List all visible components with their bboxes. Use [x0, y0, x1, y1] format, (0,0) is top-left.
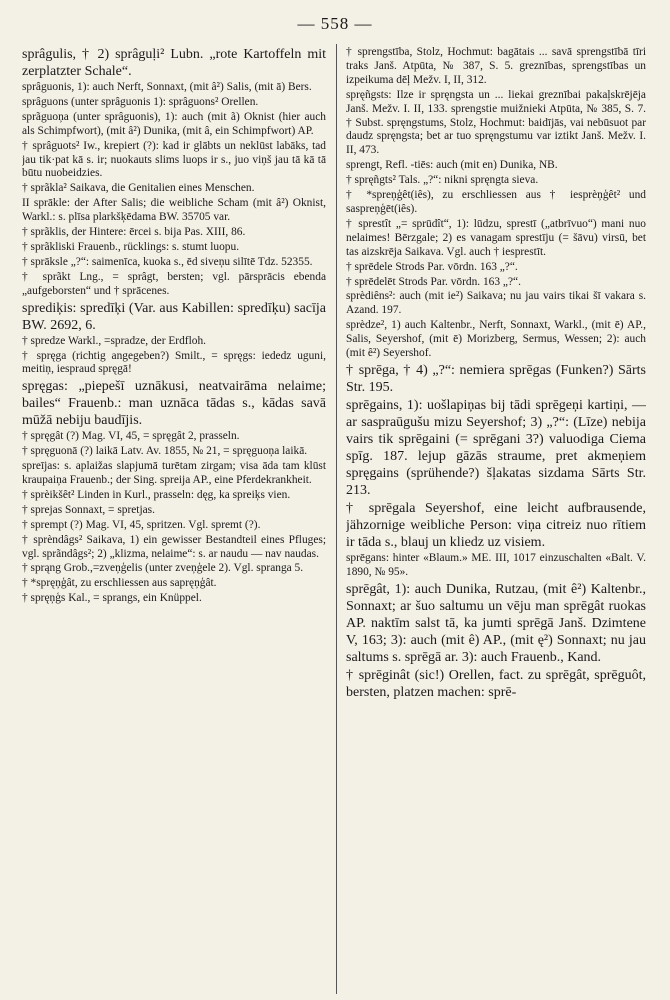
dictionary-entry: † sprēga, † 4) „?“: nemiera sprēgas (Funken?) Sārts Str. 195.	[346, 362, 646, 395]
dictionary-entry: † sprengstība, Stolz, Hochmut: bagātais ... savā sprengstībā tīri traks Janš. Atpūta, № 387, S. 5. greznības, sprengstības un izpeikuma dēļ Mežv. I, II, 312.	[346, 46, 646, 86]
dictionary-entry: † sprāksle „?“: saimenīca, kuoka s., ēd siveņu silītē Tdz. 52355.	[22, 255, 313, 268]
dictionary-entry: † sprēdelēt Strods Par. vōrdn. 163 „?“.	[346, 275, 521, 288]
dictionary-entry: † spręņģs Kal., = sprangs, ein Knüppel.	[22, 592, 202, 605]
dictionary-entry: † sprâguots² Iw., krepiert (?): kad ir glābts un neklūst labāks, tad jau tik·pat kā s. ir; nuokauts slims luops ir s., juo viņš jau tā kā tā būtu nuobeidzies.	[22, 139, 326, 180]
dictionary-entry: † spredze Warkl., =spradze, der Erdfloh.	[22, 334, 206, 347]
dictionary-entry: spreījas: s. aplaižas slapjumā turētam zirgam; visa āda tam klūst kraupaiņa Frauenb.; der Sing. spreija AP., eine Pferdekrankheit.	[22, 460, 326, 487]
dictionary-entry: sprengt, Refl. -tiēs: auch (mit en) Dunika, NB.	[346, 159, 558, 172]
dictionary-entry: † sprēgala Seyershof, eine leicht aufbrausende, jähzornige weibliche Person: viņa citreiz nuo rītiem ir tāda s., blauj un kliedz uz visiem.	[346, 500, 646, 550]
dictionary-entry: † sprejas Sonnaxt, = spretjas.	[22, 503, 155, 516]
dictionary-entry: † sprēdele Strods Par. vōrdn. 163 „?“.	[346, 260, 518, 273]
dictionary-entry: † sprãkt Lng., = sprâgt, bersten; vgl. pārsprācis ebenda „aufgeborsten“ und † sprācenes.	[22, 270, 326, 297]
left-column	[22, 46, 326, 994]
dictionary-entry: † spręñgts² Tals. „?“: nikni spręngta sieva.	[346, 174, 539, 187]
dictionary-entry: † sprèikšêt² Linden in Kurl., prasseln: dęg, ka spreiķs vien.	[22, 488, 291, 501]
dictionary-entry: † sprãkliski Frauenb., rücklings: s. stumt luopu.	[22, 240, 240, 253]
dictionary-entry: sprèdiêns²: auch (mit ie²) Saikava; nu jau vairs tikai šī vakara s. Azand. 197.	[346, 290, 646, 317]
dictionary-entry: † sprãklis, der Hintere: ērcei s. bija Pas. XIII, 86.	[22, 226, 246, 239]
dictionary-entry: † sprestît „= sprūdît“, 1): lūdzu, sprestī („atbrīvuo“) mani nuo nelaimes! Bērzgale; 2) es vanagam sprestīju (= šāvu) virsū, bet tas aizskrēja Saikava. Vgl. auch † iesprestīt.	[346, 217, 646, 258]
dictionary-entry: sprediķis: spredīķi (Var. aus Kabillen: spredīķu) sacīja BW. 2692, 6.	[22, 300, 326, 333]
dictionary-entry: † sprèndâgs² Saikava, 1) ein gewisser Bestandteil eines Pfluges; vgl. sprãndâgs²; 2) „klizma, nelaime“: s. ar naudu — nav naudas.	[22, 533, 326, 560]
dictionary-entry: spręñgsts: Ilze ir spręngsta un ... liekai greznībai pakaļskrējēja Janš. Mežv. I. II, 133. sprengstie muižnieki Atpūta, № 385, S. 7. † Subst. spręngstums, Stolz, Hochmut: baidījās, vai nebūsuot par daudz spręngsta; bet ar tuo spręngstumu var iztikt Janš. Mežv. I. II, 473.	[346, 88, 646, 157]
dictionary-entry: † spręguonā (?) laikā Latv. Av. 1855, № 21, = spręguoņa laikā.	[22, 445, 308, 458]
dictionary-entry: II sprākle: der After Salis; die weibliche Scham (mit â²) Oknist, Warkl.: s. plīsa plarkšķēdama BW. 35705 var.	[22, 197, 326, 224]
dictionary-entry: † *spreņģêt(iês), zu erschliessen aus † iesprèņģêt² und saspreņģēt(iês).	[346, 189, 646, 215]
dictionary-entry: sprâguons (unter sprâguonis 1): sprâguons² Orellen.	[22, 95, 259, 108]
right-column	[346, 46, 646, 994]
dictionary-entry: sprēgât, 1): auch Dunika, Rutzau, (mit ê²) Kaltenbr., Sonnaxt; ar šuo saltumu un vēju man sprēgât ruokas AP. naktīm salst tā, ka jumti sprēgā Janš. Dzimtene V, 163; 3): auch (mit ê) AP., (mit ę²) Sonnaxt; nu jau saltums s. sprēgā ar. 3): auch Frauenb., Kand.	[346, 581, 646, 665]
dictionary-entry: † sprempt (?) Mag. VI, 45, spritzen. Vgl. spremt (?).	[22, 518, 261, 531]
dictionary-entry: † spręga (richtig angegeben?) Smilt., = spręgs: iededz uguni, meitiņ, iespraud spręgā!	[22, 349, 326, 376]
dictionary-entry: † sprãkla² Saikava, die Genitalien eines Menschen.	[22, 182, 255, 195]
dictionary-entry: † sprąng Grob.,=zveņģelis (unter zveņģele 2). Vgl. spranga 5.	[22, 562, 304, 575]
dictionary-entry: † spręgât (?) Mag. VI, 45, = spręgât 2, prasseln.	[22, 430, 240, 443]
dictionary-entry: sprâgulis, † 2) sprâguḷi² Lubn. „rote Kartoffeln mit zerplatzter Schale“.	[22, 47, 326, 79]
dictionary-entry: sprēgans: hinter «Blaum.» ME. III, 1017 einzuschalten «Balt. V. 1890, № 95».	[346, 551, 646, 578]
page-number: — 558 —	[297, 14, 373, 33]
dictionary-entry: sprãguoņa (unter sprâguonis), 1): auch (mit ã) Oknist (hier auch als Schimpfwort), (mit â²) Dunika, (mit â, ein Schimpfwort) AP.	[22, 110, 326, 137]
dictionary-entry: spręgas: „piepešī uznākusi, neatvairāma nelaime; bailes“ Frauenb.: man uznāca tādas s., kādas savā mūžā nebiju baudījis.	[22, 379, 326, 429]
dictionary-entry: sprâguonis, 1): auch Nerft, Sonnaxt, (mit â²) Salis, (mit ā) Bers.	[22, 81, 312, 93]
dictionary-entry: † *spręņģât, zu erschliessen aus sapręņģât.	[22, 577, 217, 590]
dictionary-entry: † sprēginât (sic!) Orellen, fact. zu sprēgât, sprēguôt, bersten, platzen machen: sprē-	[346, 667, 646, 700]
column-divider	[336, 44, 337, 994]
dictionary-entry: sprēgains, 1): uošlapiņas bij tādi sprēgeņi kartiņi, — ar saspraūgušu mizu Seyershof; 3) „?“: (Līze) nebija vairs tik sprēgaini (= sprēgani 3?) valuodiga Ciema spīg. 187. lejup gāzās straume, pret akmeņiem spręgains (sprühende?) šļakatas sizdama Sārts Str. 213.	[346, 397, 646, 498]
dictionary-entry: sprèdze², 1) auch Kaltenbr., Nerft, Sonnaxt, Warkl., (mit ē) AP., Salis, Seyershof, (mit ē) Morizberg, Sermus, Wessen; 2): auch (mit ê²) Seyershof.	[346, 319, 646, 360]
